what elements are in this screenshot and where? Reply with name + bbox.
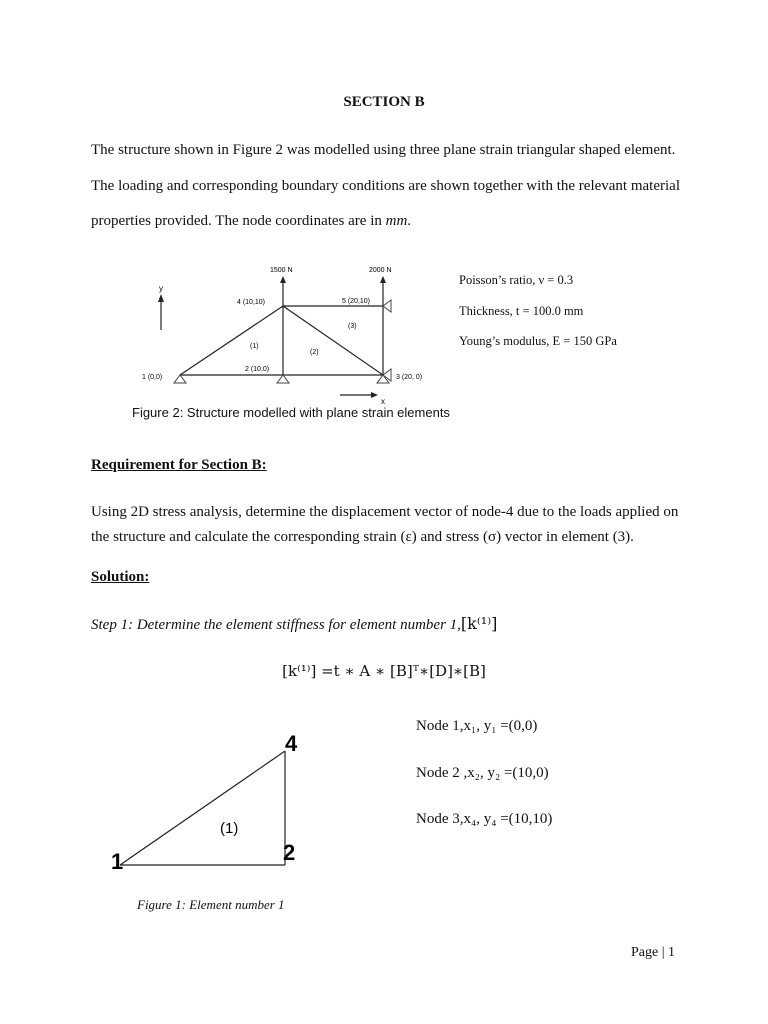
- figure-2-structure: [130, 258, 450, 408]
- page-number: Page | 1: [631, 945, 676, 960]
- intro-line-3-end: .: [407, 213, 412, 229]
- step-1-text: Step 1: Determine the element stiffness for element number 1,: [91, 617, 461, 633]
- pin-support-icon: [174, 375, 186, 383]
- axis-y-label: y: [159, 284, 163, 293]
- node-coord-2: Node 2 ,x₂, y₂ =(10,0): [416, 765, 549, 781]
- load-arrow-icon: [380, 276, 386, 283]
- roller-support-icon: [383, 369, 391, 381]
- step-1-symbol: [k⁽¹⁾]: [460, 614, 498, 633]
- node-5-label: 5 (20,10): [342, 298, 371, 305]
- roller-support-icon: [383, 300, 391, 312]
- load-1500: 1500 N: [270, 267, 293, 274]
- pin-support-icon: [277, 375, 289, 383]
- solution-heading: Solution:: [91, 569, 150, 585]
- intro-line-3-text: properties provided. The node coordinates are in: [91, 213, 386, 229]
- property-youngs-modulus: Young’s modulus, E = 150 GPa: [459, 334, 617, 348]
- load-arrow-icon: [280, 276, 286, 283]
- figure-1-element-label: (1): [220, 820, 239, 837]
- stiffness-equation: [k⁽¹⁾] =t ∗ A ∗ [B]ᵀ∗[D]∗[B]: [282, 662, 486, 680]
- property-thickness: Thickness, t = 100.0 mm: [459, 304, 584, 318]
- property-poisson: Poisson’s ratio, ν = 0.3: [459, 273, 574, 287]
- node-coord-1: Node 1,x₁, y₁ =(0,0): [416, 718, 538, 734]
- node-2-label: 2 (10,0): [245, 366, 270, 373]
- requirement-line-2: the structure and calculate the corresponding strain (ε) and stress (σ) vector in element (3).: [91, 529, 634, 545]
- intro-line-1: The structure shown in Figure 2 was modelled using three plane strain triangular shaped element.: [91, 142, 676, 158]
- requirement-line-1: Using 2D stress analysis, determine the displacement vector of node-4 due to the loads applied on: [91, 504, 679, 520]
- step-1: [91, 615, 497, 634]
- element-2-label: (2): [310, 349, 319, 356]
- intro-line-2: The loading and corresponding boundary conditions are shown together with the relevant material: [91, 178, 680, 194]
- requirement-heading: Requirement for Section B:: [91, 457, 267, 473]
- node-1-label: 1 (0,0): [142, 374, 163, 381]
- figure-1-node-4: 4: [285, 731, 298, 756]
- node-3-label: 3 (20, 0): [396, 374, 423, 381]
- figure-1-node-1: 1: [111, 849, 124, 874]
- load-2000: 2000 N: [369, 267, 392, 274]
- intro-line-3: [91, 212, 411, 230]
- element-1-label: (1): [250, 343, 259, 350]
- element-3-label: (3): [348, 323, 357, 330]
- node-4-label: 4 (10,10): [237, 299, 266, 306]
- figure-1-element: [105, 725, 335, 880]
- pin-support-icon: [377, 375, 389, 383]
- figure-1-node-2: 2: [283, 840, 296, 865]
- unit-mm: mm: [385, 213, 408, 229]
- figure-2-caption: Figure 2: Structure modelled with plane strain elements: [132, 405, 450, 420]
- axis-x-label: x: [381, 397, 385, 406]
- section-title: SECTION B: [343, 94, 425, 110]
- node-coord-3: Node 3,x₄, y₄ =(10,10): [416, 811, 553, 827]
- figure-1-caption: Figure 1: Element number 1: [137, 897, 285, 912]
